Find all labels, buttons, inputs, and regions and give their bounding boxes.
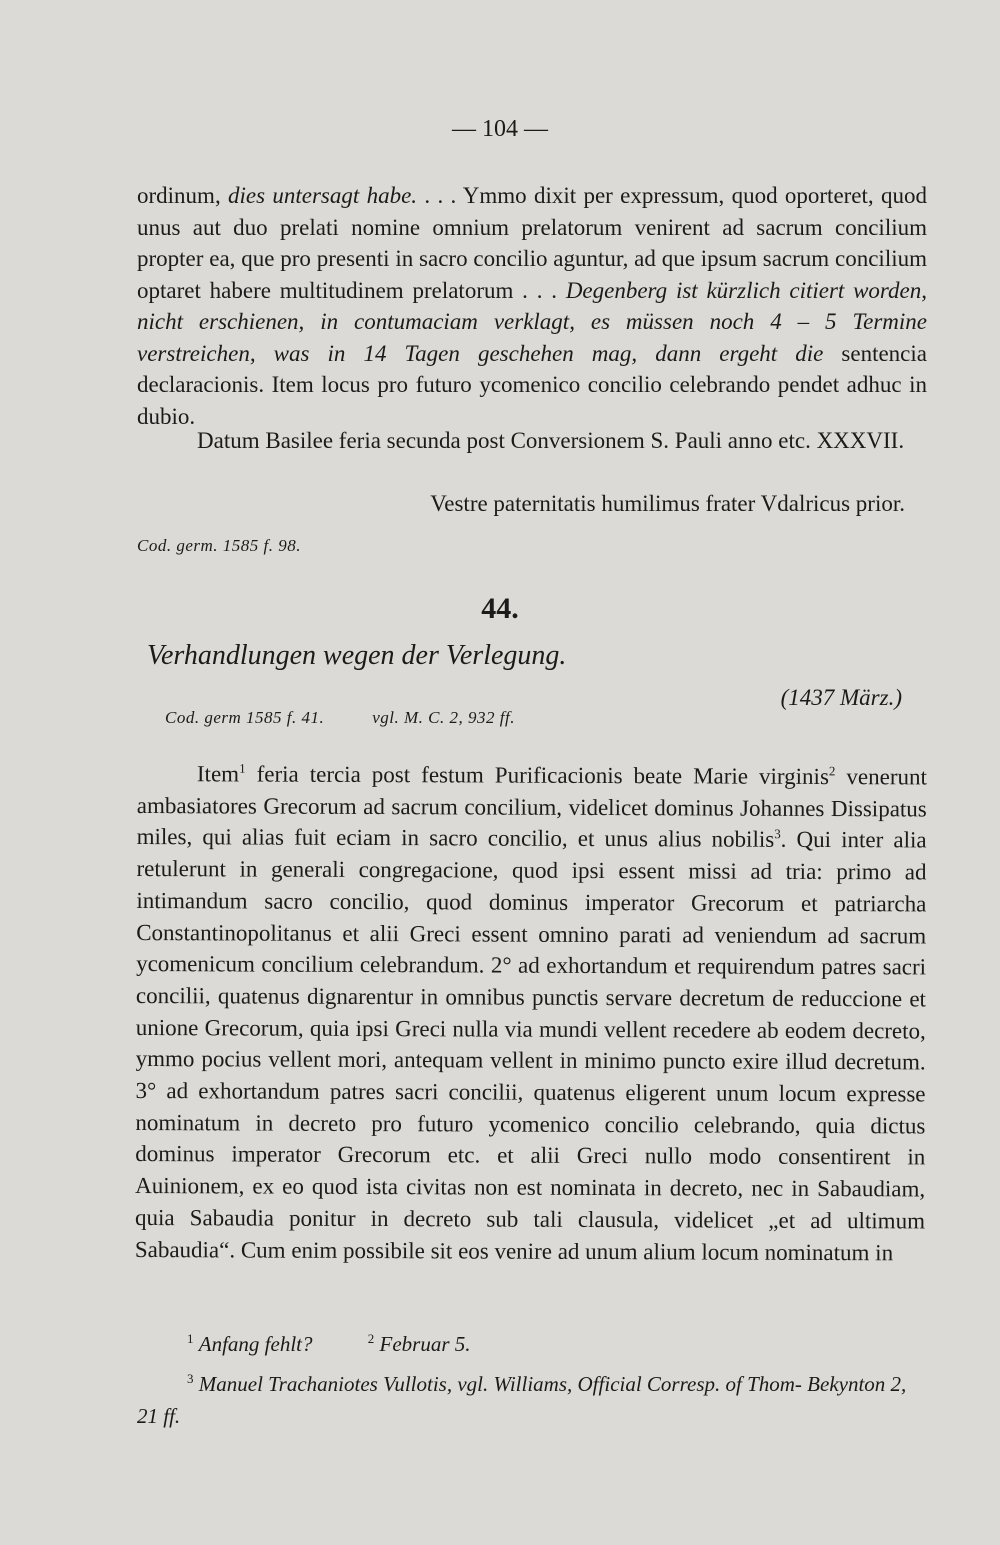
document-source-citation: Cod. germ 1585 f. 41. — [165, 708, 325, 727]
footnote-mark-2: 2 — [828, 763, 836, 779]
footnote-label-3: 3 — [187, 1371, 194, 1386]
document-number: 44. — [481, 592, 519, 625]
footnote-row-1-2 — [187, 1328, 927, 1360]
letter-signature: Vestre paternitatis humilimus frater Vdalricus prior. — [430, 491, 905, 516]
letter-text-3: sentencia declaracionis. Item locus pro futuro ycomenico concilio celebrando pendet adhuc in dubio. — [137, 340, 927, 429]
body-text-4: . Qui inter alia retulerunt in generali congregacione, quod ipsi essent missi ad tria: primo ad intimandum sacro concilio, quod dominus imperator Grecorum et patriarcha Constantinopolitanus et alii Greci essent omnino parati ad veniendum ad sacrum ycomenicum concilium celebrandum. 2° ad exhortandum et requirendum patres sacri concilii, quatenus dignarentur in omnibus punctis servare decretum de reduccione et unione Grecorum, quia ipsi Greci nulla via mundi vellent recedere ab eodem decreto, ymmo pocius vellent mori, antequam vellent in minimo puncto exire illud decretum. 3° ad exhortandum patres sacri concilii, quatenus eligerent unum locum expresse nominatum in decreto pro futuro ycomenico concilio celebrando, quia dictus dominus imperator Grecorum etc. et alii Greci nullo modo consentirent in Auinionem, ex eo quod ista civitas non est nominata in decreto, nec in Sabaudiam, quia Sabaudia ponitur in decreto sub tali clausula, videlicet „et ad ultimum Sabaudia“. Cum enim possibile sit eos venire ad unum alium locum nominatum in — [134, 827, 927, 1265]
document-body-paragraph — [135, 758, 927, 1269]
footnote-mark-1: 1 — [239, 760, 246, 776]
body-text-3: venerunt ambasiatores Grecorum ad sacrum concilium, videlicet dominus Johannes Dissipatus miles, qui alias fuit eciam in sacro concilio, et unus alius nobilis — [136, 764, 927, 853]
footnote-3 — [137, 1368, 927, 1432]
letter-closing-paragraph — [137, 180, 927, 432]
document-date: (1437 März.) — [780, 685, 902, 710]
footnote-label-2: 2 — [367, 1331, 375, 1346]
document-title: Verhandlungen wegen der Verlegung. — [147, 640, 567, 671]
letter-text-2: . . . Ymmo dixit per expressum, quod oporteret, quod unus aut duo prelati nomine omnium prelatorum venirent ad sacrum concilium propter ea, que pro presenti in sacro concilio aguntur, ad que ipsum sacrum concilium optaret habere multitudinem prelatorum . . . — [137, 183, 927, 303]
letter-dateline: Datum Basilee feria secunda post Conversionem S. Pauli anno etc. XXXVII. — [197, 428, 905, 453]
body-text-2: feria tercia post festum Purificacionis beate Marie virginis — [245, 761, 829, 790]
document-reference: vgl. M. C. 2, 932 ff. — [372, 708, 515, 727]
document-source-line — [165, 708, 515, 728]
footnote-text-2: Februar 5. — [379, 1332, 471, 1356]
footnote-text-3: Manuel Trachaniotes Vullotis, vgl. Williams, Official Corresp. of Thom- Bekynton 2, 21 ff. — [137, 1372, 907, 1428]
page-number: — 104 — — [452, 116, 548, 142]
footnote-mark-3: 3 — [774, 826, 781, 842]
letter-text-italic-1: dies untersagt habe. — [228, 183, 418, 208]
footnote-text-1: Anfang fehlt? — [198, 1332, 313, 1356]
letter-text-1: ordinum, — [137, 183, 229, 208]
footnote-label-1: 1 — [187, 1331, 194, 1346]
body-text-1: Item — [196, 761, 240, 787]
footnotes — [137, 1328, 927, 1432]
letter-source-citation: Cod. germ. 1585 f. 98. — [137, 536, 301, 555]
letter-text-italic-2: Degenberg ist kürzlich citiert worden, nicht erschienen, in contumaciam verklagt, es müssen noch 4 – 5 Termine verstreichen, was in 14 Tagen geschehen mag, dann ergeht die — [137, 277, 927, 366]
